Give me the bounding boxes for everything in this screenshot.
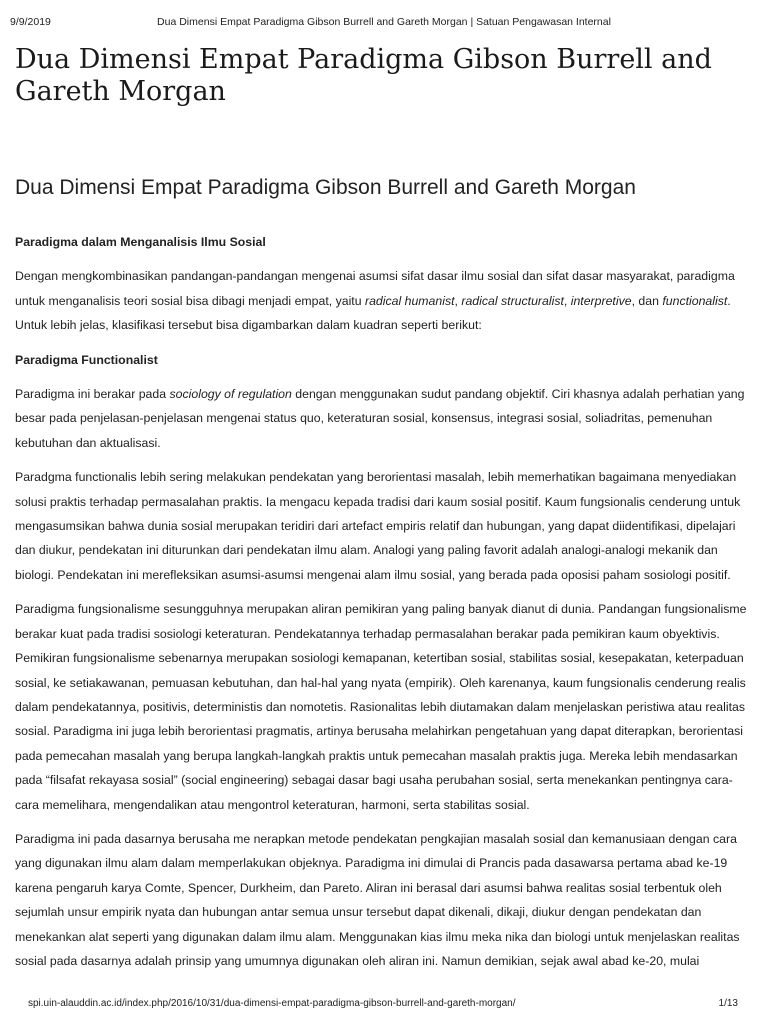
paragraph-intro: Dengan mengkombinasikan pandangan-pandangan mengenai asumsi sifat dasar ilmu sosial dan sifat dasar masyarakat, paradigma untuk menganalisis teori sosial bisa dibagi menjadi empat, yaitu radical humanist, radical structuralist, interpretive, dan functionalist. Untuk lebih jelas, klasifikasi tersebut bisa digambarkan dalam kuadran seperti berikut: [15, 269, 735, 333]
paragraph-functionalism-method: Paradigma ini pada dasarnya berusaha me nerapkan metode pendekatan pengkajian masalah sosial dan kemanusiaan dengan cara yang digunakan ilmu alam dalam memperlakukan objeknya. Paradigma ini dimulai di Prancis pada dasawarsa pertama abad ke-19 karena pengaruh karya Comte, Spencer, Durkheim, dan Pareto. Aliran ini berasal dari asumsi bahwa realitas sosial terbentuk oleh sejumlah unsur empirik nyata dan hubungan antar semua unsur tersebut dapat dikenali, dikaji, diukur dengan pendekatan dan menekankan alat seperti yang digunakan dalam ilmu alam. Menggunakan kias ilmu meka nika dan biologi untuk menjelaskan realitas sosial pada dasarnya adalah prinsip yang umumnya digunakan oleh aliran ini. Namun demikian, sejak awal abad ke-20, mulai [15, 831, 740, 968]
paragraph-functionalism-school: Paradigma fungsionalisme sesungguhnya merupakan aliran pemikiran yang paling banyak dianut di dunia. Pandangan fungsionalisme berakar kuat pada tradisi sosiologi keteraturan. Pendekatannya terhadap permasalahan berakar pada pemikiran kaum obyektivis. Pemikiran fungsionalisme sebenarnya merupakan sosiologi kemapanan, ketertiban sosial, stabilitas sosial, kesepakatan, keterpaduan sosial, ke setiakawanan, pemuasan kebutuhan, dan hal-hal yang nyata (empirik). Oleh karenanya, kaum fungsionalis cenderung realis dalam pendekatannya, positivis, deterministis dan nomotetis. Rasionalitas lebih diutamakan dalam menjelaskan peristiwa atau realitas sosial. Paradigma ini juga lebih berorientasi pragmatis, artinya berusaha melahirkan pengetahuan yang dapat diterapkan, berorientasi pada pemecahan masalah yang berupa langkah-langkah praktis untuk pemecahan masalah praktis juga. Mereka lebih mendasarkan pada “filsafat rekayasa sosial” (social engineering) sebagai dasar bagi usaha perubahan sosial, serta menekankan pentingnya cara-cara memelihara, mengendalikan atau mengontrol keteraturan, harmoni, serta stabilitas sosial. [15, 602, 747, 812]
paragraph-functionalist-approach: Paradgma functionalis lebih sering melakukan pendekatan yang berorientasi masalah, lebih memerhatikan bagaimana menyediakan solusi praktis terhadap permasalahan praktis. Ia mengacu kepada tradisi dari kaum sosial positif. Kaum fungsionalis cenderung untuk mengasumsikan bahwa dunia sosial merupakan teridiri dari artefact empiris relatif dan hubungan, yang dapat diidentifikasi, dipelajari dan diukur, pendekatan ini diturunkan dari pendekatan ilmu alam. Analogi yang paling favorit adalah analogi-analogi mekanik dan biologi. Pendekatan ini merefleksikan asumsi-asumsi mengenai alam ilmu sosial, yang berada pada oposisi paham sosiologi positif. [15, 470, 741, 582]
print-date: 9/9/2019 [10, 16, 51, 28]
page-number: 1/13 [718, 998, 738, 1009]
paragraph-functionalist-root: Paradigma ini berakar pada sociology of regulation dengan menggunakan sudut pandang objektif. Ciri khasnya adalah perhatian yang besar pada penjelasan-penjelasan mengenai status quo, keteraturan sosial, konsensus, integrasi sosial, soliadritas, pemenuhan kebutuhan dan aktualisasi. [15, 387, 745, 450]
article-content [15, 173, 753, 983]
print-page-title: Dua Dimensi Empat Paradigma Gibson Burrell and Gareth Morgan | Satuan Pengawasan Internal [157, 16, 611, 28]
print-url: spi.uin-alauddin.ac.id/index.php/2016/10/31/dua-dimensi-empat-paradigma-gibson-burrell-and-gareth-morgan/ [28, 998, 516, 1009]
page-title: Dua Dimensi Empat Paradigma Gibson Burrell and Gareth Morgan [15, 44, 712, 107]
print-footer [28, 998, 738, 1012]
section-heading-functionalist: Paradigma Functionalist [15, 352, 158, 367]
article-title: Dua Dimensi Empat Paradigma Gibson Burrell and Gareth Morgan [15, 176, 636, 199]
section-heading-paradigma-analisis: Paradigma dalam Menganalisis Ilmu Sosial [15, 235, 266, 249]
print-header [10, 16, 758, 30]
